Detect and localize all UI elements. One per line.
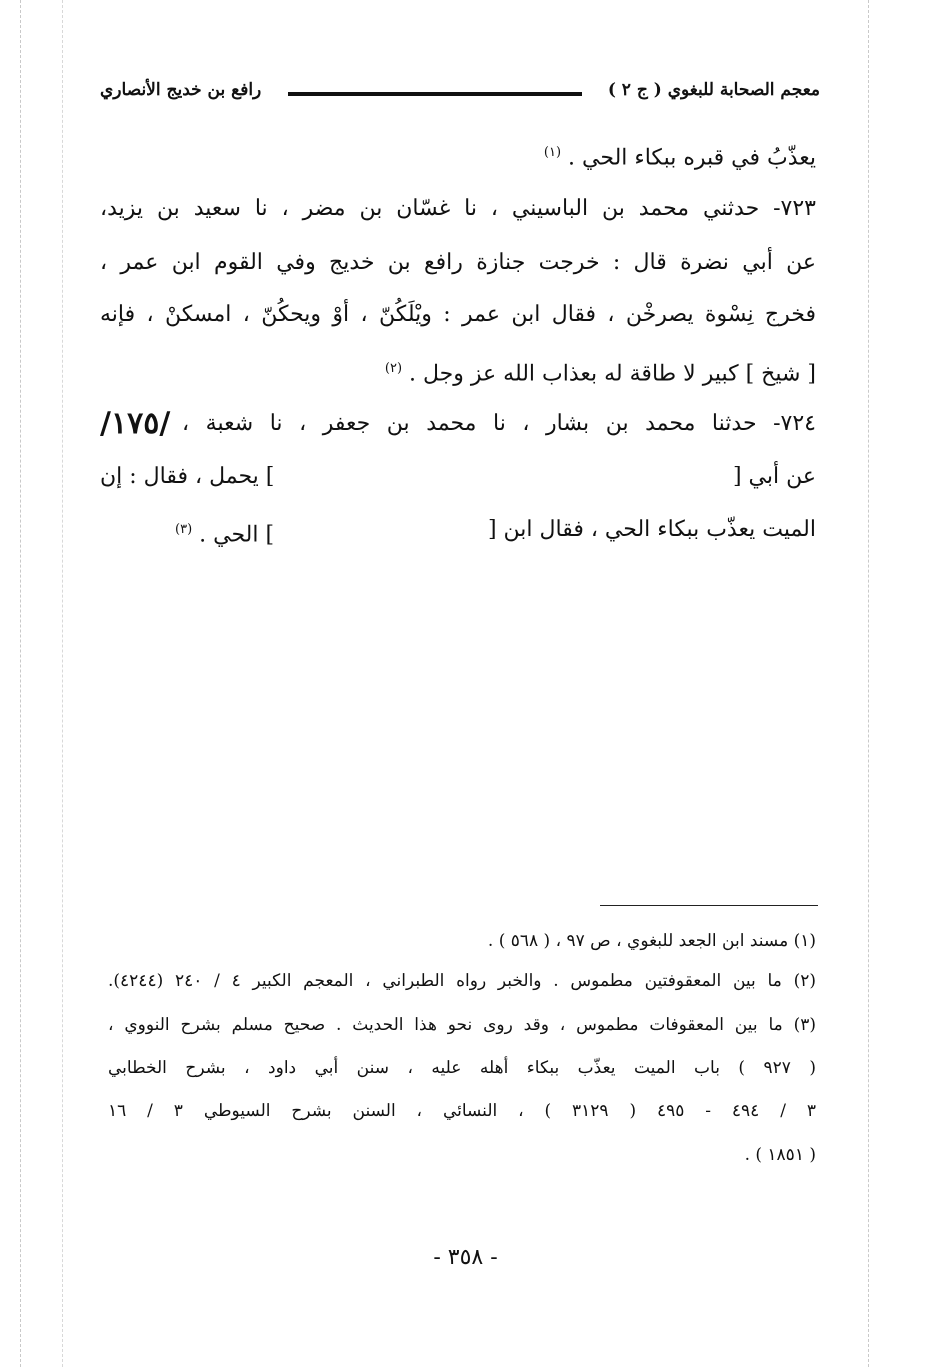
text-line-content: يعذّبُ في قبره ببكاء الحي . [568, 145, 816, 171]
text-line: فخرج نِسْوة يصرخْن ، فقال ابن عمر : ويْلَكُنّ ، أوْ ويحكُنّ ، امسكنْ ، فإنه [100, 302, 816, 327]
text-line: ٧٢٤- حدثنا محمد بن بشار ، نا محمد بن جعفر ، نا شعبة ، [182, 411, 816, 436]
footnote-marker: (٢) [384, 361, 403, 376]
page-number: - ٣٥٨ - [433, 1245, 498, 1270]
folio-marker: /١٧٥/ [100, 406, 171, 441]
footnote: ( ١٨٥١ ) . [744, 1145, 816, 1165]
footnote: ٣ / ٤٩٤ - ٤٩٥ ( ٣١٢٩ ) ، النسائي ، السنن بشرح السيوطي ٣ / ١٦ [108, 1101, 816, 1121]
text-fragment: عن أبي [ [732, 464, 816, 489]
text-line [544, 138, 816, 173]
footnote: (٢) ما بين المعقوفتين مطموس . والخبر رواه الطبراني ، المعجم الكبير ٤ / ٢٤٠ (٤٢٤٤). [108, 971, 816, 991]
scan-artifact-line [20, 0, 21, 1367]
footnote: (١) مسند ابن الجعد للبغوي ، ص ٩٧ ، ( ٥٦٨ ) . [487, 931, 816, 951]
running-header [100, 80, 820, 114]
footnote: ( ٩٢٧ ) باب الميت يعذّب ببكاء أهله عليه ، سنن أبي داود ، بشرح الخطابي [108, 1058, 816, 1078]
text-fragment [175, 515, 274, 550]
text-fragment: الميت يعذّب ببكاء الحي ، فقال ابن [ [487, 517, 816, 542]
scan-artifact-line [868, 0, 869, 1367]
text-fragment: ] يحمل ، فقال : إن [100, 464, 275, 489]
footnote-rule [600, 905, 818, 906]
book-title: معجم الصحابة للبغوي ( ج ٢ ) [607, 80, 820, 100]
text-fragment-content: ] الحي . [199, 522, 275, 548]
footnote-marker: (١) [543, 145, 562, 160]
footnote: (٣) ما بين المعقوفات مطموس ، وقد روى نحو هذا الحديث . صحيح مسلم بشرح النووي ، [108, 1015, 816, 1035]
entry-title: رافع بن خديج الأنصاري [100, 80, 262, 100]
text-line: عن أبي نضرة قال : خرجت جنازة رافع بن خديج وفي القوم ابن عمر ، [100, 250, 816, 275]
text-line-content: [ شيخ ] كبير لا طاقة له بعذاب الله عز وجل . [409, 361, 816, 387]
footnote-marker: (٣) [175, 522, 193, 537]
scan-artifact-line [62, 0, 63, 1367]
text-line: ٧٢٣- حدثني محمد بن الباسيني ، نا غسّان بن مضر ، نا سعيد بن يزيد، [100, 196, 816, 221]
text-line [385, 354, 816, 389]
header-rule [288, 92, 582, 96]
